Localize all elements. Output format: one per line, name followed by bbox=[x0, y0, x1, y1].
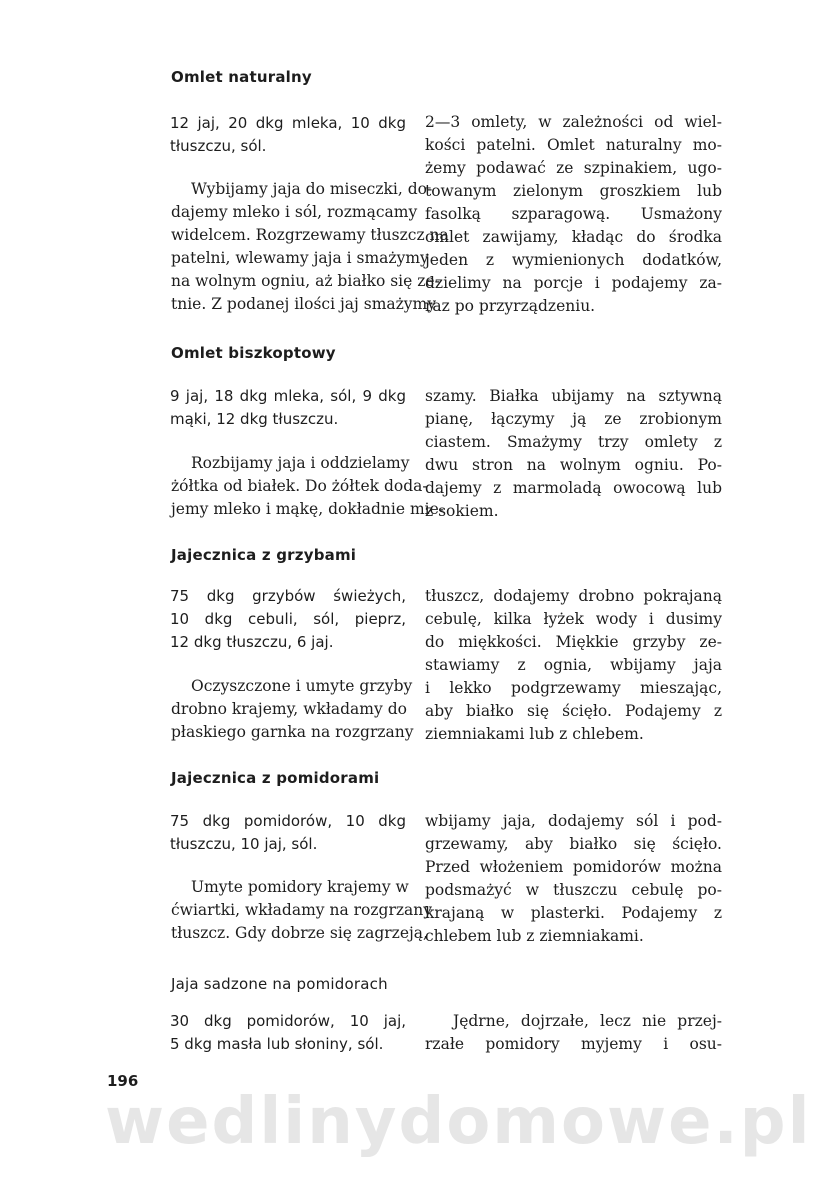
recipe-text-right bbox=[425, 585, 722, 746]
ingredients-line: 10 dkg cebuli, sól, pieprz, bbox=[170, 610, 406, 628]
text-line: do miękkości. Miękkie grzyby ze- bbox=[425, 633, 722, 651]
recipe-text-right bbox=[425, 385, 722, 523]
text-line: krajaną w plasterki. Podajemy z bbox=[425, 904, 722, 922]
text-line: wbijamy jaja, dodajemy sól i pod- bbox=[425, 812, 722, 830]
text-line: Umyte pomidory krajemy w bbox=[191, 878, 409, 896]
text-line: drobno krajemy, wkładamy do bbox=[171, 700, 407, 718]
recipe-text-right bbox=[425, 810, 722, 948]
recipe-text-right bbox=[425, 1010, 722, 1056]
ingredients-line: tłuszczu, sól. bbox=[170, 137, 267, 155]
text-line: dajemy z marmoladą owocową lub bbox=[425, 479, 722, 497]
text-line: chlebem lub z ziemniakami. bbox=[425, 927, 644, 945]
ingredients-line: 5 dkg masła lub słoniny, sól. bbox=[170, 1035, 384, 1053]
text-line: 2—3 omlety, w zależności od wiel- bbox=[425, 113, 722, 131]
ingredients bbox=[170, 385, 406, 431]
text-line: podsmażyć w tłuszczu cebulę po- bbox=[425, 881, 722, 899]
recipe-text-left bbox=[171, 675, 414, 744]
text-line: tłuszcz, dodajemy drobno pokrajaną bbox=[425, 587, 722, 605]
text-line: cebulę, kilka łyżek wody i dusimy bbox=[425, 610, 722, 628]
recipe-text-right bbox=[425, 111, 722, 318]
text-line: ciastem. Smażymy trzy omlety z bbox=[425, 433, 722, 451]
recipe-title: Omlet biszkoptowy bbox=[171, 344, 336, 362]
ingredients-line: 75 dkg pomidorów, 10 dkg bbox=[170, 812, 406, 830]
ingredients-line: 9 jaj, 18 dkg mleka, sól, 9 dkg bbox=[170, 387, 406, 405]
ingredients bbox=[170, 112, 406, 158]
text-line: fasolką szparagową. Usmażony bbox=[425, 205, 722, 223]
text-line: żółtka od białek. Do żółtek doda- bbox=[171, 477, 428, 495]
text-line: aby białko się ścięło. Podajemy z bbox=[425, 702, 722, 720]
text-line: Wybijamy jaja do miseczki, do- bbox=[191, 180, 433, 198]
recipe-title: Jajecznica z grzybami bbox=[171, 546, 357, 564]
text-line: Przed włożeniem pomidorów można bbox=[425, 858, 722, 876]
text-line: dajemy mleko i sól, rozmącamy bbox=[171, 203, 418, 221]
text-line: ćwiartki, wkładamy na rozgrzany bbox=[171, 901, 432, 919]
text-line: pianę, łączymy ją ze zrobionym bbox=[425, 410, 722, 428]
text-line: z sokiem. bbox=[425, 502, 499, 520]
text-line: raz po przyrządzeniu. bbox=[425, 297, 596, 315]
text-line: patelni, wlewamy jaja i smażymy bbox=[171, 249, 429, 267]
text-line: płaskiego garnka na rozgrzany bbox=[171, 723, 414, 741]
text-line: rzałe pomidory myjemy i osu- bbox=[425, 1035, 722, 1053]
text-line: kości patelni. Omlet naturalny mo- bbox=[425, 136, 722, 154]
text-line: dzielimy na porcje i podajemy za- bbox=[425, 274, 722, 292]
recipe-title: Omlet naturalny bbox=[171, 68, 312, 86]
ingredients bbox=[170, 1010, 406, 1056]
text-line: jemy mleko i mąkę, dokładnie mie- bbox=[171, 500, 445, 518]
text-line: ziemniakami lub z chlebem. bbox=[425, 725, 644, 743]
text-line: Rozbijamy jaja i oddzielamy bbox=[191, 454, 410, 472]
text-line: jeden z wymienionych dodatków, bbox=[425, 251, 722, 269]
text-line: i lekko podgrzewamy mieszając, bbox=[425, 679, 722, 697]
ingredients-line: 12 jaj, 20 dkg mleka, 10 dkg bbox=[170, 114, 406, 132]
text-line: Jędrne, dojrzałe, lecz nie przej- bbox=[453, 1012, 722, 1030]
text-line: żemy podawać ze szpinakiem, ugo- bbox=[425, 159, 722, 177]
text-line: tłuszcz. Gdy dobrze się zagrzeją, bbox=[171, 924, 428, 942]
recipe-text-left bbox=[171, 178, 449, 316]
text-line: towanym zielonym groszkiem lub bbox=[425, 182, 722, 200]
recipe-title: Jaja sadzone na pomidorach bbox=[171, 975, 388, 993]
ingredients bbox=[170, 810, 406, 856]
text-line: na wolnym ogniu, aż białko się ze- bbox=[171, 272, 440, 290]
page-number: 196 bbox=[107, 1072, 139, 1090]
text-line: omlet zawijamy, kładąc do środka bbox=[425, 228, 722, 246]
ingredients-line: tłuszczu, 10 jaj, sól. bbox=[170, 835, 318, 853]
recipe-text-left bbox=[171, 452, 445, 521]
text-line: grzewamy, aby białko się ścięło. bbox=[425, 835, 722, 853]
text-line: tnie. Z podanej ilości jaj smażymy bbox=[171, 295, 437, 313]
text-line: szamy. Białka ubijamy na sztywną bbox=[425, 387, 722, 405]
text-line: widelcem. Rozgrzewamy tłuszcz na bbox=[171, 226, 449, 244]
watermark: wedlinydomowe.pl bbox=[105, 1085, 812, 1159]
text-line: Oczyszczone i umyte grzyby bbox=[191, 677, 413, 695]
ingredients-line: 75 dkg grzybów świeżych, bbox=[170, 587, 406, 605]
recipe-title: Jajecznica z pomidorami bbox=[171, 769, 380, 787]
ingredients bbox=[170, 585, 406, 654]
ingredients-line: 12 dkg tłuszczu, 6 jaj. bbox=[170, 633, 334, 651]
ingredients-line: 30 dkg pomidorów, 10 jaj, bbox=[170, 1012, 406, 1030]
text-line: dwu stron na wolnym ogniu. Po- bbox=[425, 456, 722, 474]
ingredients-line: mąki, 12 dkg tłuszczu. bbox=[170, 410, 339, 428]
text-line: stawiamy z ognia, wbijamy jaja bbox=[425, 656, 722, 674]
recipe-text-left bbox=[171, 876, 432, 945]
